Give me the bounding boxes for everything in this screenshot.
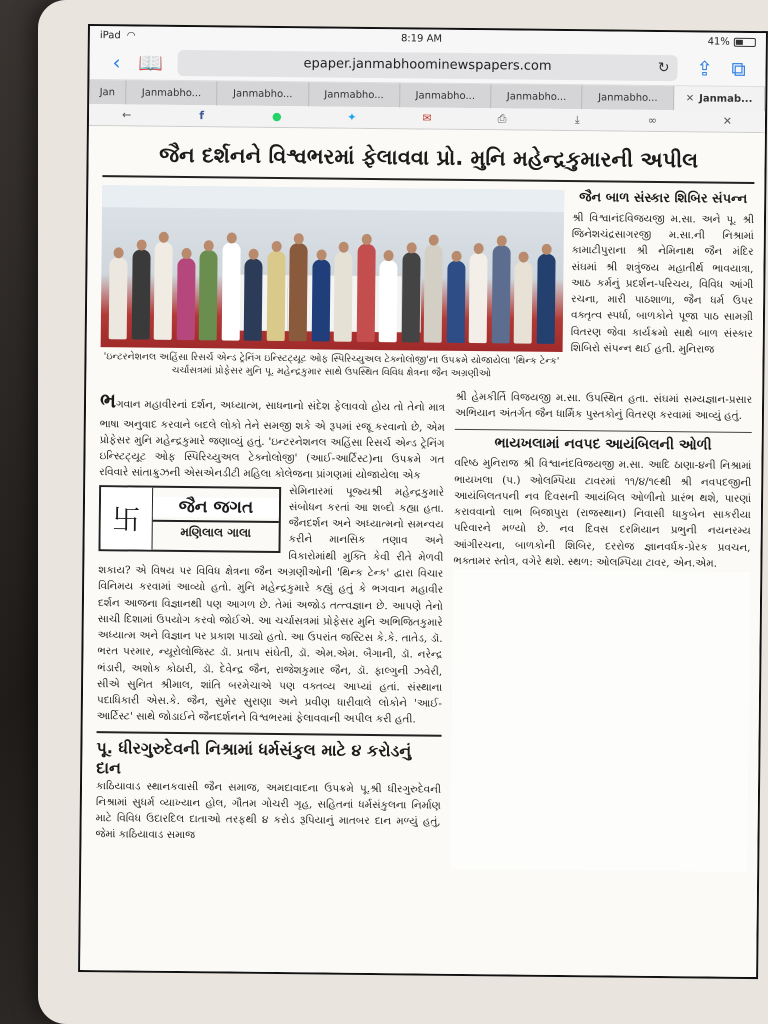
tab-close-icon[interactable]: ✕ [685, 92, 695, 104]
photo-person [356, 244, 375, 342]
close-icon[interactable]: ✕ [722, 114, 733, 128]
photo-person-head [226, 232, 236, 243]
photo-person [401, 252, 420, 342]
bookmarks-button[interactable]: 📖 [138, 50, 164, 75]
battery-fill [736, 39, 743, 44]
photo-person-head [136, 240, 146, 251]
share-button[interactable]: ⇪ [696, 55, 714, 81]
reload-icon[interactable]: ↻ [657, 59, 670, 76]
photo-person-head [204, 240, 214, 251]
right-column-continuation: શ્રી હેમકીર્તિ વિજયજી મ.સા. ઉપસ્થિત હતા. સંઘમાં સમ્યજ્ઞાન-પ્રસાર અભિયાન અંતર્ગત જૈન ધાર્મિક પુસ્તકોનું વિતરણ કરવામાં આવ્યું હતું. [454, 390, 753, 422]
photo-person-head [361, 234, 371, 245]
status-time: 8:19 AM [400, 32, 443, 45]
email-icon[interactable]: ✉ [422, 111, 432, 125]
right-article-headline: ભાયખલામાં નવપદ આયંબિલની ઓળી [455, 429, 752, 455]
browser-tab[interactable] [400, 83, 492, 108]
battery-icon [734, 37, 756, 46]
photo-person [221, 242, 240, 340]
device-name: iPad [99, 29, 121, 41]
tab-label: Janmab... [699, 92, 753, 105]
column-name: જૈન જગત [153, 497, 279, 518]
tab-label: Janmabho... [506, 90, 567, 103]
photo-person-head [181, 248, 191, 259]
print-icon[interactable]: ⎙ [497, 111, 507, 125]
twitter-icon[interactable]: ✦ [347, 110, 357, 124]
photo-person [446, 261, 465, 343]
swastik-logo: 卐 [101, 487, 154, 550]
address-bar[interactable] [177, 49, 677, 80]
browser-tab-active[interactable] [674, 86, 766, 111]
wifi-icon: ◠ [126, 29, 136, 41]
browser-tab[interactable] [89, 80, 126, 104]
tab-label: Janmabho... [324, 88, 384, 101]
photo-person-head [384, 250, 394, 261]
side-story-headline: જૈન બાળ સંસ્કાર શિબિર સંપન્ન [579, 190, 748, 207]
photo-person [536, 254, 555, 344]
photo-person-head [496, 235, 506, 246]
blank-area [450, 569, 750, 872]
battery-percent: 41% [707, 35, 730, 48]
bottom-article-headline: પૂ. ધીરગુરુદેવની નિશ્રામાં ધર્મસંકુલ માટે ૪ કરોડનું દાન [96, 731, 441, 782]
photo-person-head [159, 232, 169, 243]
article-intro-text: ગવાન મહાવીરનાં દર્શન, અધ્યાત્મ, સાધનાનો સંદેશ ફેલાવવો હોય તો તેનો માત્ર ભાષા અનુવાદ કરવાને બદલે લોકો તેને સમજી શકે એ રૂપમાં રજૂ કરવાનો છે, એમ પ્રોફેસર મુનિ મહેન્દ્રકુમારે જણાવ્યું હતું. 'ઇન્ટરનેશનલ અહિંસા રિસર્ચ એન્ડ ટ્રેનિંગ ઇન્સ્ટિટ્યૂટ ઓફ સ્પિરિચ્યુઅલ ટેક્નોલોજી' (આઈ-આર્ટિસ્ટ)ના ઉપક્રમે ગત રવિવારે સાંતાક્રુઝની એસએનડીટી મહિલા કોલેજના પ્રાંગણમાં યોજાયેલા એક [99, 397, 446, 482]
photo-person [289, 243, 308, 341]
photo-person [469, 253, 488, 343]
photo-person [379, 260, 398, 342]
whatsapp-icon[interactable]: ● [271, 109, 282, 124]
column-logo-box [98, 485, 281, 553]
article-body-main: સેમિનારમાં પૂજ્યશ્રી મહેન્દ્રકુમારે સંબોધન કરતાં આ શબ્દો કહ્યા હતા. જૈનદર્શન અને અધ્યાત્મનો સમન્વય કરીને માનસિક તણાવ અને વિકારોમાંથી મુક્તિ કેવી રીતે મેળવી શકાય? એ વિષય પર વિવિધ ક્ષેત્રના જૈન અગ્રણીઓની 'થિન્ક ટેન્ક' દ્વારા વિચાર વિનિમય કરવામાં આવ્યો હતો. મુનિ મહેન્દ્રકુમારે કહ્યું હતું કે ભગવાન મહાવીર દર્શન આજના વિજ્ઞાનથી પણ આગળ છે. તેમાં અજોડ તત્ત્વજ્ઞાન છે. આપણે તેનો સાચી દિશામાં ઉપયોગ કરવો જોઈએ. આ ચર્ચાસત્રમાં પ્રોફેસર મુનિ અભિજિતકુમારે અધ્યાત્મ અને વિજ્ઞાન પર પ્રકાશ પાડ્યો હતો. આ ઉપરાંત જસ્ટિસ કે.કે. તાતેડ, ડૉ. ભરત પરમાર, ન્યૂરોલોજિસ્ટ ડૉ. પ્રતાપ સંઘેતી, ડૉ. એમ.એમ. બૈગાની, ડૉ. નરેન્દ્ર ભંડારી, અશોક કોઠારી, ડૉ. દેવેન્દ્ર જૈન, રાજેશકુમાર જૈન, ડૉ. ફાલ્ગુની ઝવેરી, સીએ સુનિત શ્રીમાલ, શાંતિ બરમેચાએ પણ વક્તવ્ય આપ્યાં હતાં. સંસ્થાના પદાધિકારી એસ.કે. જૈન, સુમેર સુરાણા અને પ્રવીણ ધારીવાલે લોકોને 'આઈ-આર્ટિસ્ટ' સાથે જોડાઈને જૈનદર્શનને વિશ્વભરમાં ફેલાવવાની અપીલ કરી હતી. [96, 484, 445, 726]
photo-person-head [294, 233, 304, 244]
url-text: epaper.janmabhoominewspapers.com [303, 56, 552, 74]
photo-person-head [429, 235, 439, 246]
photo-person [154, 242, 173, 340]
photo-person-head [114, 247, 124, 258]
back-arrow-icon[interactable]: ← [121, 108, 132, 122]
photo-person [244, 259, 263, 341]
photo-person-head [474, 243, 484, 254]
drop-cap: ભ [99, 387, 117, 412]
back-button[interactable]: ‹ [112, 49, 121, 74]
photo-person-head [249, 249, 259, 260]
right-article-body: વરિષ્ઠ મુનિરાજ શ્રી વિશ્વાનંદવિજયજી મ.સા. આદિ ઠાણા-૪ની નિશ્રામાં ભાયખલા (પ.) ઓલમ્પિયા ટાવરમાં ૧૧/૪/૧૯થી શ્રી નવપદજીની આયંબિલતપની નવ દિવસની આયંબિલ ઓળીનો પ્રારંભ થશે, પારણાં કરાવવાનો લાભ બિજાપુરા (રાજસ્થાન) નિવાસી ધાકુબેન સાકરીયા પરિવારને મળ્યો છે. નવ દિવસ દરમિયાન પ્રભુની નયનરમ્ય આંગીરચના, બાળકોની શિબિર, દરરોજ જ્ઞાનવર્ધક-પ્રેરક પ્રવચન, ભક્તામર સ્તોત્ર, વગેરે થશે. સ્થળ: ઓલમ્પિયા ટાવર, એન.એમ. [453, 457, 752, 570]
photo-person [109, 257, 128, 339]
tab-label: Janmabho... [141, 87, 202, 99]
browser-tab[interactable] [309, 82, 401, 107]
download-icon[interactable]: ⤓ [574, 112, 580, 126]
newspaper-clipping [80, 126, 768, 979]
tabs-button[interactable]: ⧉ [731, 56, 746, 81]
photo-person-head [271, 241, 281, 252]
photo-person-head [451, 251, 461, 262]
photo-person [311, 259, 330, 341]
browser-tab[interactable] [491, 84, 583, 109]
tab-label: Jan [99, 86, 116, 98]
facebook-icon[interactable]: f [199, 109, 205, 123]
photo-banner [102, 185, 564, 212]
photo-person-head [339, 242, 349, 253]
photo-person [334, 252, 353, 342]
tab-label: Janmabho... [233, 88, 293, 100]
photo-person [199, 250, 218, 340]
photo-person [266, 251, 285, 341]
photo-person-head [541, 244, 551, 255]
group-photo [101, 185, 565, 352]
photo-person [491, 245, 510, 343]
browser-tab[interactable] [583, 85, 675, 110]
tab-label: Janmabho... [415, 89, 476, 102]
photo-person-head [316, 249, 326, 260]
photo-person-head [406, 242, 416, 253]
photo-person [424, 245, 443, 343]
column-author: મણિલાલ ગાલા [153, 520, 279, 541]
side-story-body: શ્રી વિશ્વાનંદવિજયજી મ.સા. અને પૂ. શ્રી જિનેશચંદ્રસાગરજી મ.સા.ની નિશ્રામાં કામાટીપુરાના શ્રી નેમિનાથ જૈન મંદિર સંઘમાં શ્રી શત્રુંજય મહાતીર્થ ભાવયાત્રા, આઠ કર્મનું પ્રદર્શન-પરિચય, વિવિધ આંગી રચના, મારી પાઠશાળા, જૈન ધર્મ ઉપર વક્તૃત્વ સ્પર્ધા, બાળકોને પૂજા પાઠ સામગ્રી વિતરણ જેવા કાર્યક્રમો સાથે બાળ સંસ્કાર શિબિરો સંપન્ન થઈ હતી. મુનિરાજ [570, 211, 755, 356]
article-body-intro [99, 385, 445, 485]
tablet-screen [78, 24, 768, 979]
tab-label: Janmabho... [598, 91, 658, 104]
photo-person [176, 258, 195, 340]
photo-person [514, 261, 533, 343]
photo-person-head [519, 252, 529, 263]
photo-person [131, 249, 150, 339]
link-icon[interactable]: ∞ [647, 113, 657, 127]
photo-caption: 'ઇન્ટરનેશનલ અહિંસા રિસર્ચ એન્ડ ટ્રેનિંગ ઇન્સ્ટિટ્યૂટ ઓફ સ્પિરિચ્યુઅલ ટેક્નોલોજી'ના ઉપક્રમે યોજાયેલા 'થિન્ક ટેન્ક' ચર્ચાસત્રમાં પ્રોફેસર મુનિ પૂ. મહેન્દ્રકુમાર સાથે ઉપસ્થિત વિવિધ ક્ષેત્રના જૈન અગ્રણીઓ [103, 351, 560, 380]
browser-tab[interactable] [126, 80, 218, 105]
article-headline: જૈન દર્શનને વિશ્વભરમાં ફેલાવવા પ્રો. મુનિ મહેન્દ્રકુમારની અપીલ [102, 136, 754, 184]
bottom-article-body: કાઠિયાવાડ સ્થાનકવાસી જૈન સમાજ, અમદાવાદના ઉપક્રમે પૂ.શ્રી ધીરગુરુદેવની નિશ્રામાં સુધર્મ વ્યાખ્યાન હોલ, ગૌતમ ગોચરી ગૃહ, સહિતનાં ધર્મસંકુલના નિર્માણ માટે વિવિધ ઉદારદિલ દાતાઓ તરફથી ૪ કરોડ રૂપિયાનું માતબર દાન મળ્યું હતું, જેમાં કાઠિયાવાડ સમાજ [95, 779, 442, 842]
browser-tab[interactable] [218, 81, 310, 106]
